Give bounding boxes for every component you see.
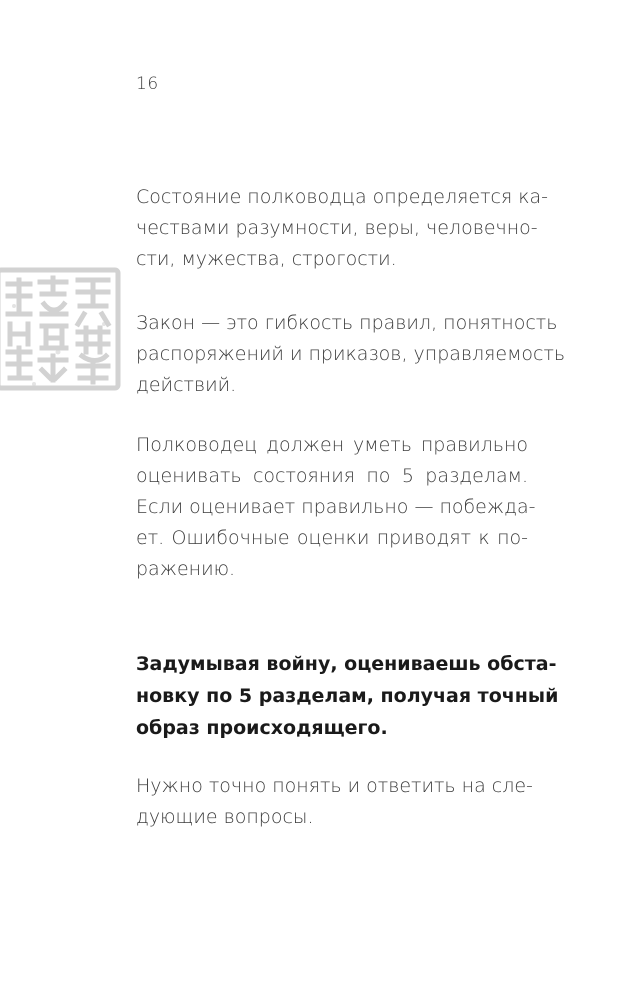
- text-line: распоряжений и приказов, управляемость: [136, 343, 566, 365]
- text-line: дующие вопросы.: [136, 806, 314, 828]
- text-line: чествами разумности, веры, человечно-: [136, 217, 538, 239]
- text-line: Нужно точно понять и ответить на сле-: [136, 775, 533, 797]
- text-line: Состояние полководца определяется ка-: [136, 186, 549, 208]
- text-line: Если оценивает правильно — побежда-: [136, 496, 536, 518]
- page-number: 16: [136, 74, 159, 94]
- text-line: Задумывая войну, оцениваешь обста-: [136, 653, 557, 675]
- paragraph-questions-intro: [136, 771, 533, 833]
- text-line: Полководец должен уметь правильно: [136, 434, 528, 456]
- text-line: ражению.: [136, 558, 236, 580]
- text-line: сти, мужества, строгости.: [136, 248, 397, 270]
- text-line: новку по 5 разделам, получая точный: [136, 685, 559, 707]
- text-line: образ происходящего.: [136, 717, 388, 739]
- paragraph-evaluation: [136, 430, 536, 585]
- paragraph-law: [136, 308, 566, 401]
- chinese-seal-stamp-icon: [0, 266, 122, 392]
- text-line: действий.: [136, 374, 237, 396]
- paragraph-bold-thesis: [136, 648, 559, 744]
- text-line: Закон — это гибкость правил, понятность: [136, 312, 558, 334]
- text-line: ет. Ошибочные оценки приводят к по-: [136, 527, 528, 549]
- paragraph-commander-state: [136, 182, 549, 275]
- text-line: оценивать состояния по 5 разделам.: [136, 465, 528, 487]
